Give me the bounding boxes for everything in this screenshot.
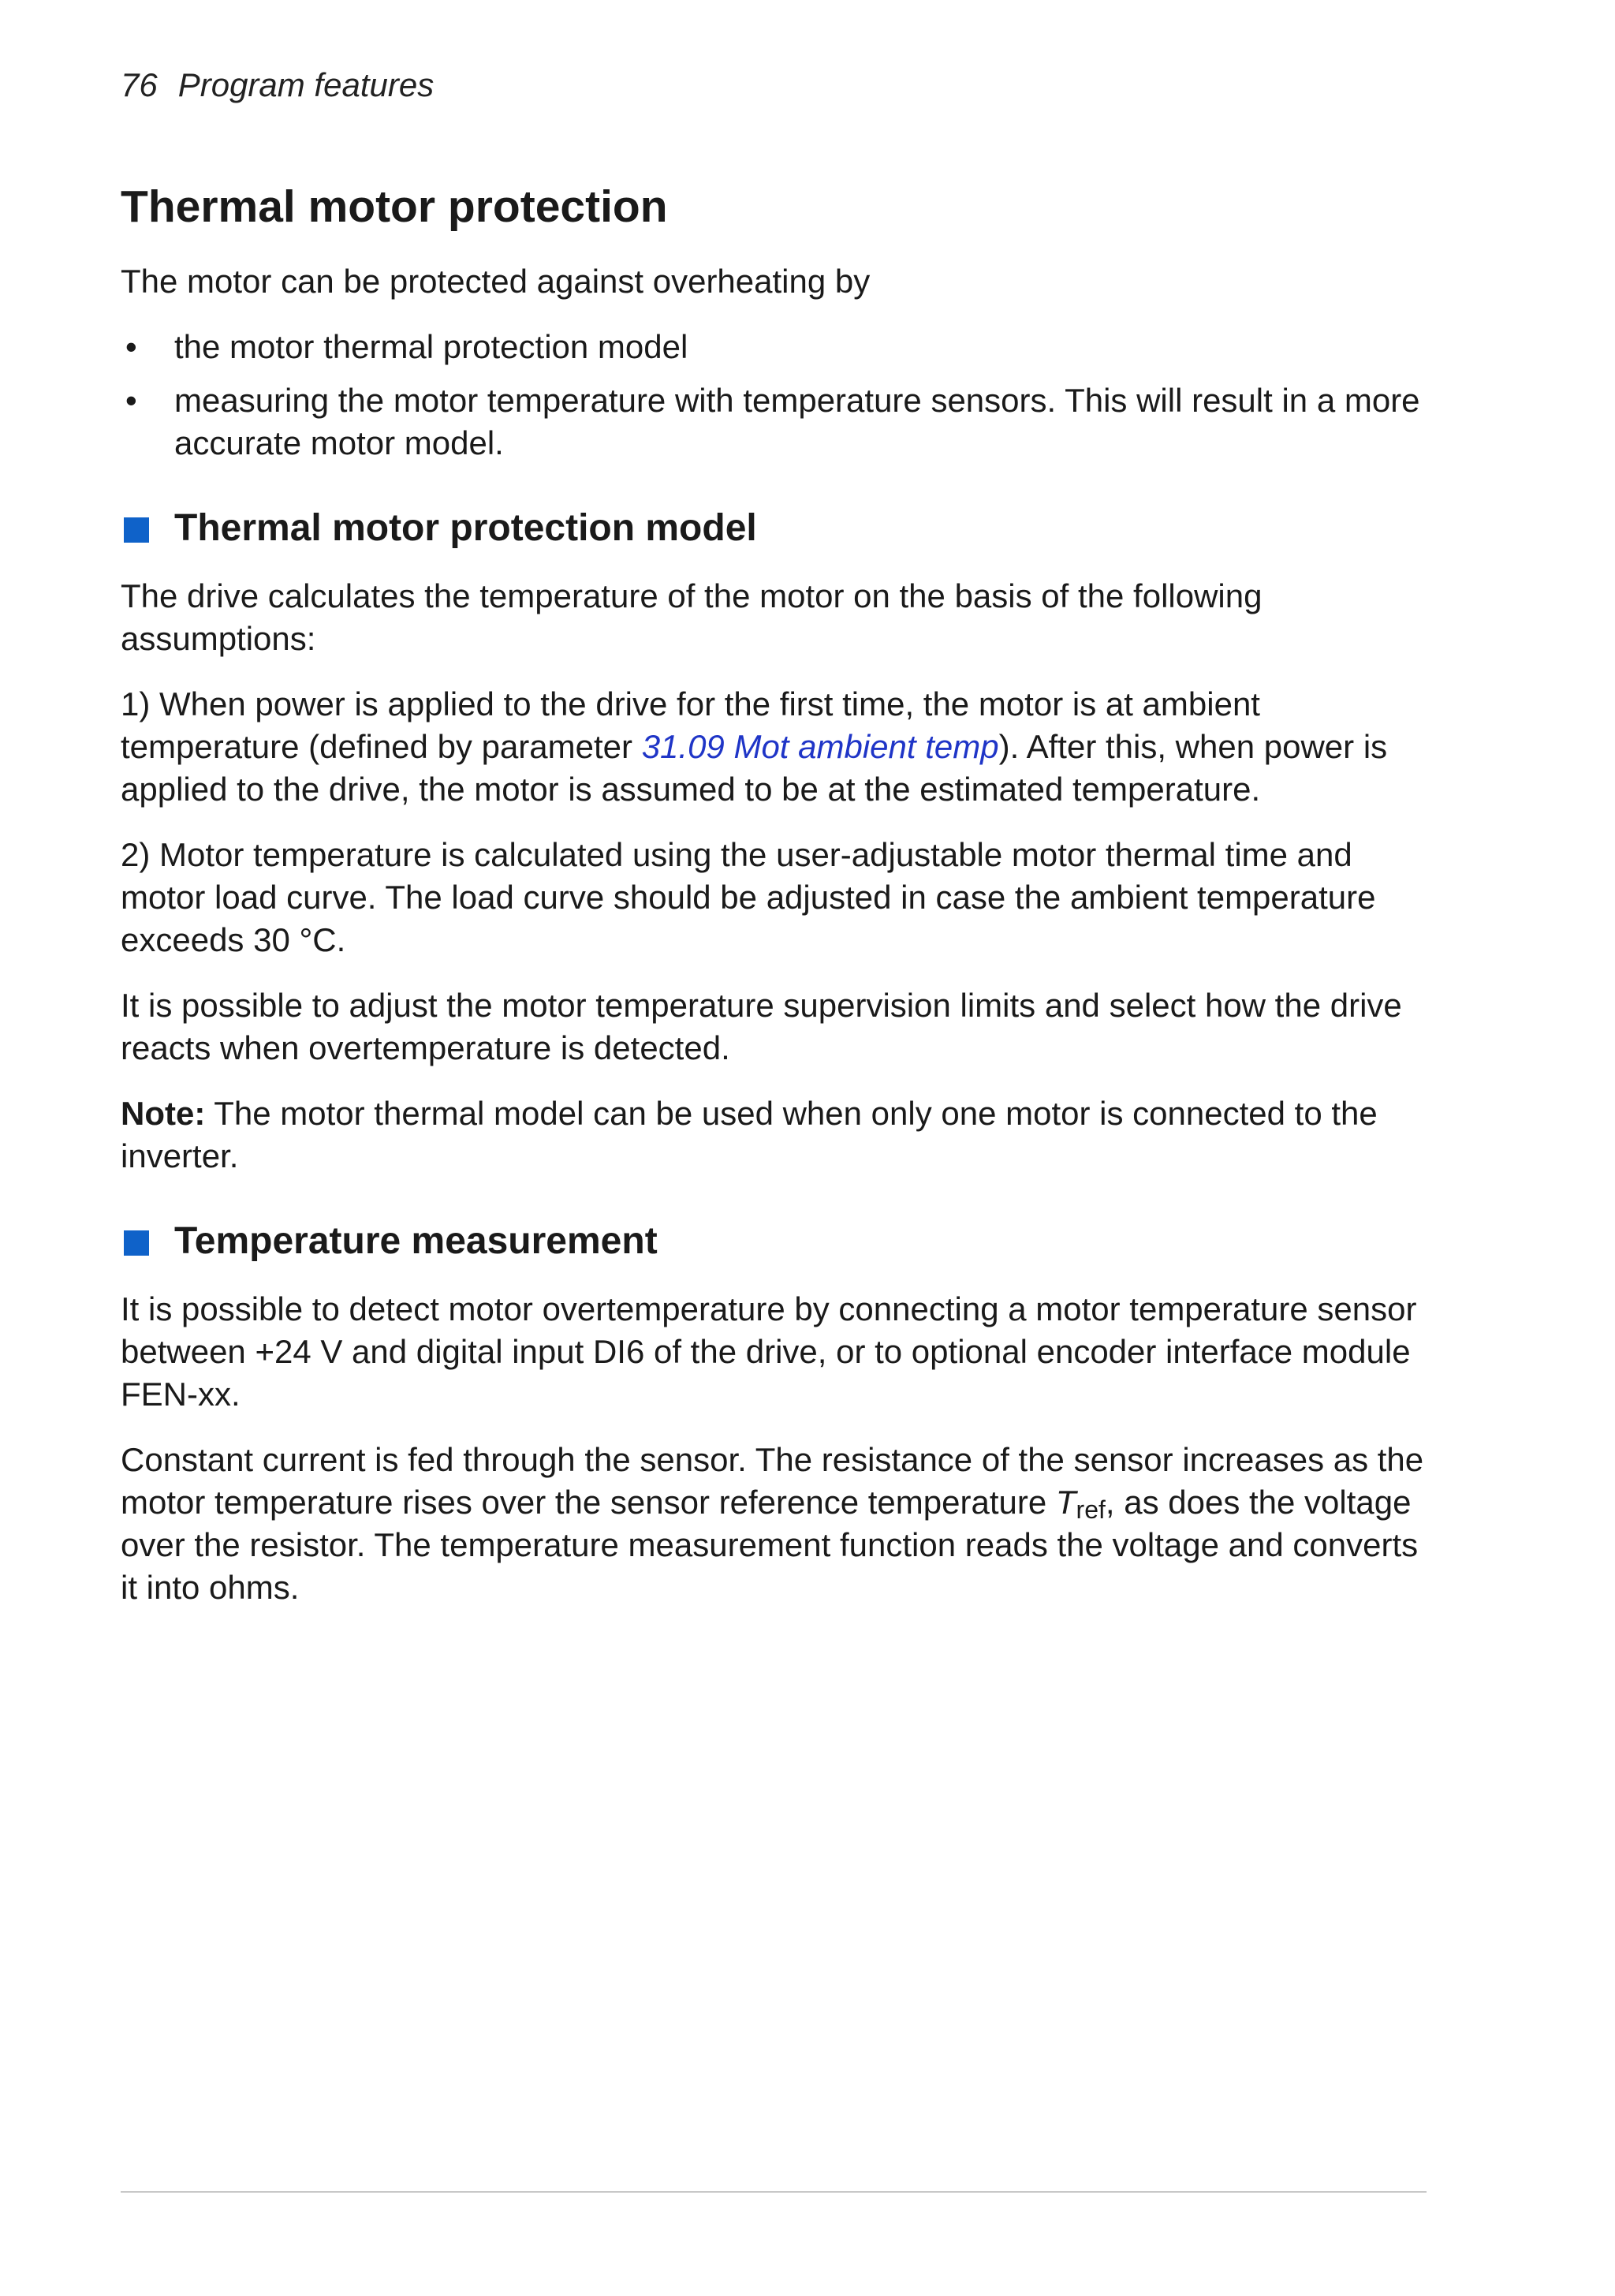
text-run: 1) When power is applied to the drive for the first time, the motor is at ambient temperature (defined by parameter bbox=[121, 685, 1260, 765]
section-heading-text: Thermal motor protection model bbox=[174, 507, 757, 550]
text-run: Constant current is fed through the sensor. The resistance of the sensor increases as the motor temperature rises over the sensor reference temperature bbox=[121, 1440, 1424, 1521]
list-item-text: measuring the motor temperature with temperature sensors. This will result in a more accurate motor model. bbox=[174, 382, 1420, 462]
running-section-title: Program features bbox=[177, 66, 435, 103]
main-content bbox=[121, 180, 1430, 1632]
running-header bbox=[121, 66, 434, 104]
intro-paragraph: The motor can be protected against overheating by bbox=[121, 263, 871, 301]
list-item bbox=[121, 379, 1430, 465]
note-label: Note: bbox=[121, 1094, 206, 1132]
parameter-link[interactable]: 31.09 Mot ambient temp bbox=[641, 727, 999, 765]
symbol-t: T bbox=[1055, 1483, 1076, 1521]
section-heading-text: Temperature measurement bbox=[174, 1219, 658, 1262]
footer-divider bbox=[121, 2191, 1427, 2193]
square-bullet-icon bbox=[124, 1230, 149, 1256]
paragraph bbox=[121, 683, 1430, 811]
protection-methods-list bbox=[121, 326, 1430, 465]
paragraph: 2) Motor temperature is calculated using the user-adjustable motor thermal time and motor load curve. The load curve should be adjusted in case the ambient temperature exceeds 30 °C. bbox=[121, 835, 1376, 958]
note-paragraph bbox=[121, 1092, 1430, 1178]
bullet-icon: • bbox=[125, 382, 137, 420]
paragraph: The drive calculates the temperature of the motor on the basis of the following assumptions: bbox=[121, 577, 1263, 657]
paragraph bbox=[121, 1439, 1430, 1609]
note-text: The motor thermal model can be used when only one motor is connected to the inverter. bbox=[121, 1094, 1378, 1174]
paragraph: It is possible to detect motor overtemperature by connecting a motor temperature sensor between +24 V and digital input DI6 of the drive, or to optional encoder interface module FEN-xx. bbox=[121, 1290, 1417, 1413]
bullet-icon: • bbox=[125, 328, 137, 366]
symbol-subscript: ref bbox=[1076, 1495, 1106, 1524]
page-title: Thermal motor protection bbox=[121, 181, 668, 232]
square-bullet-icon bbox=[124, 517, 149, 543]
text-run: ). After this, when power is applied to the drive, the motor is assumed to be at the estimated temperature. bbox=[121, 727, 1388, 808]
page-number: 76 bbox=[121, 66, 158, 103]
section-heading-measurement bbox=[121, 1219, 1430, 1264]
list-item-text: the motor thermal protection model bbox=[174, 328, 688, 366]
paragraph: It is possible to adjust the motor temperature supervision limits and select how the drive reacts when overtemperature is detected. bbox=[121, 986, 1402, 1066]
list-item bbox=[121, 326, 1430, 368]
text-run: , as does the voltage over the resistor. The temperature measurement function reads the voltage and converts it into ohms. bbox=[121, 1483, 1419, 1606]
section-heading-model bbox=[121, 506, 1430, 551]
